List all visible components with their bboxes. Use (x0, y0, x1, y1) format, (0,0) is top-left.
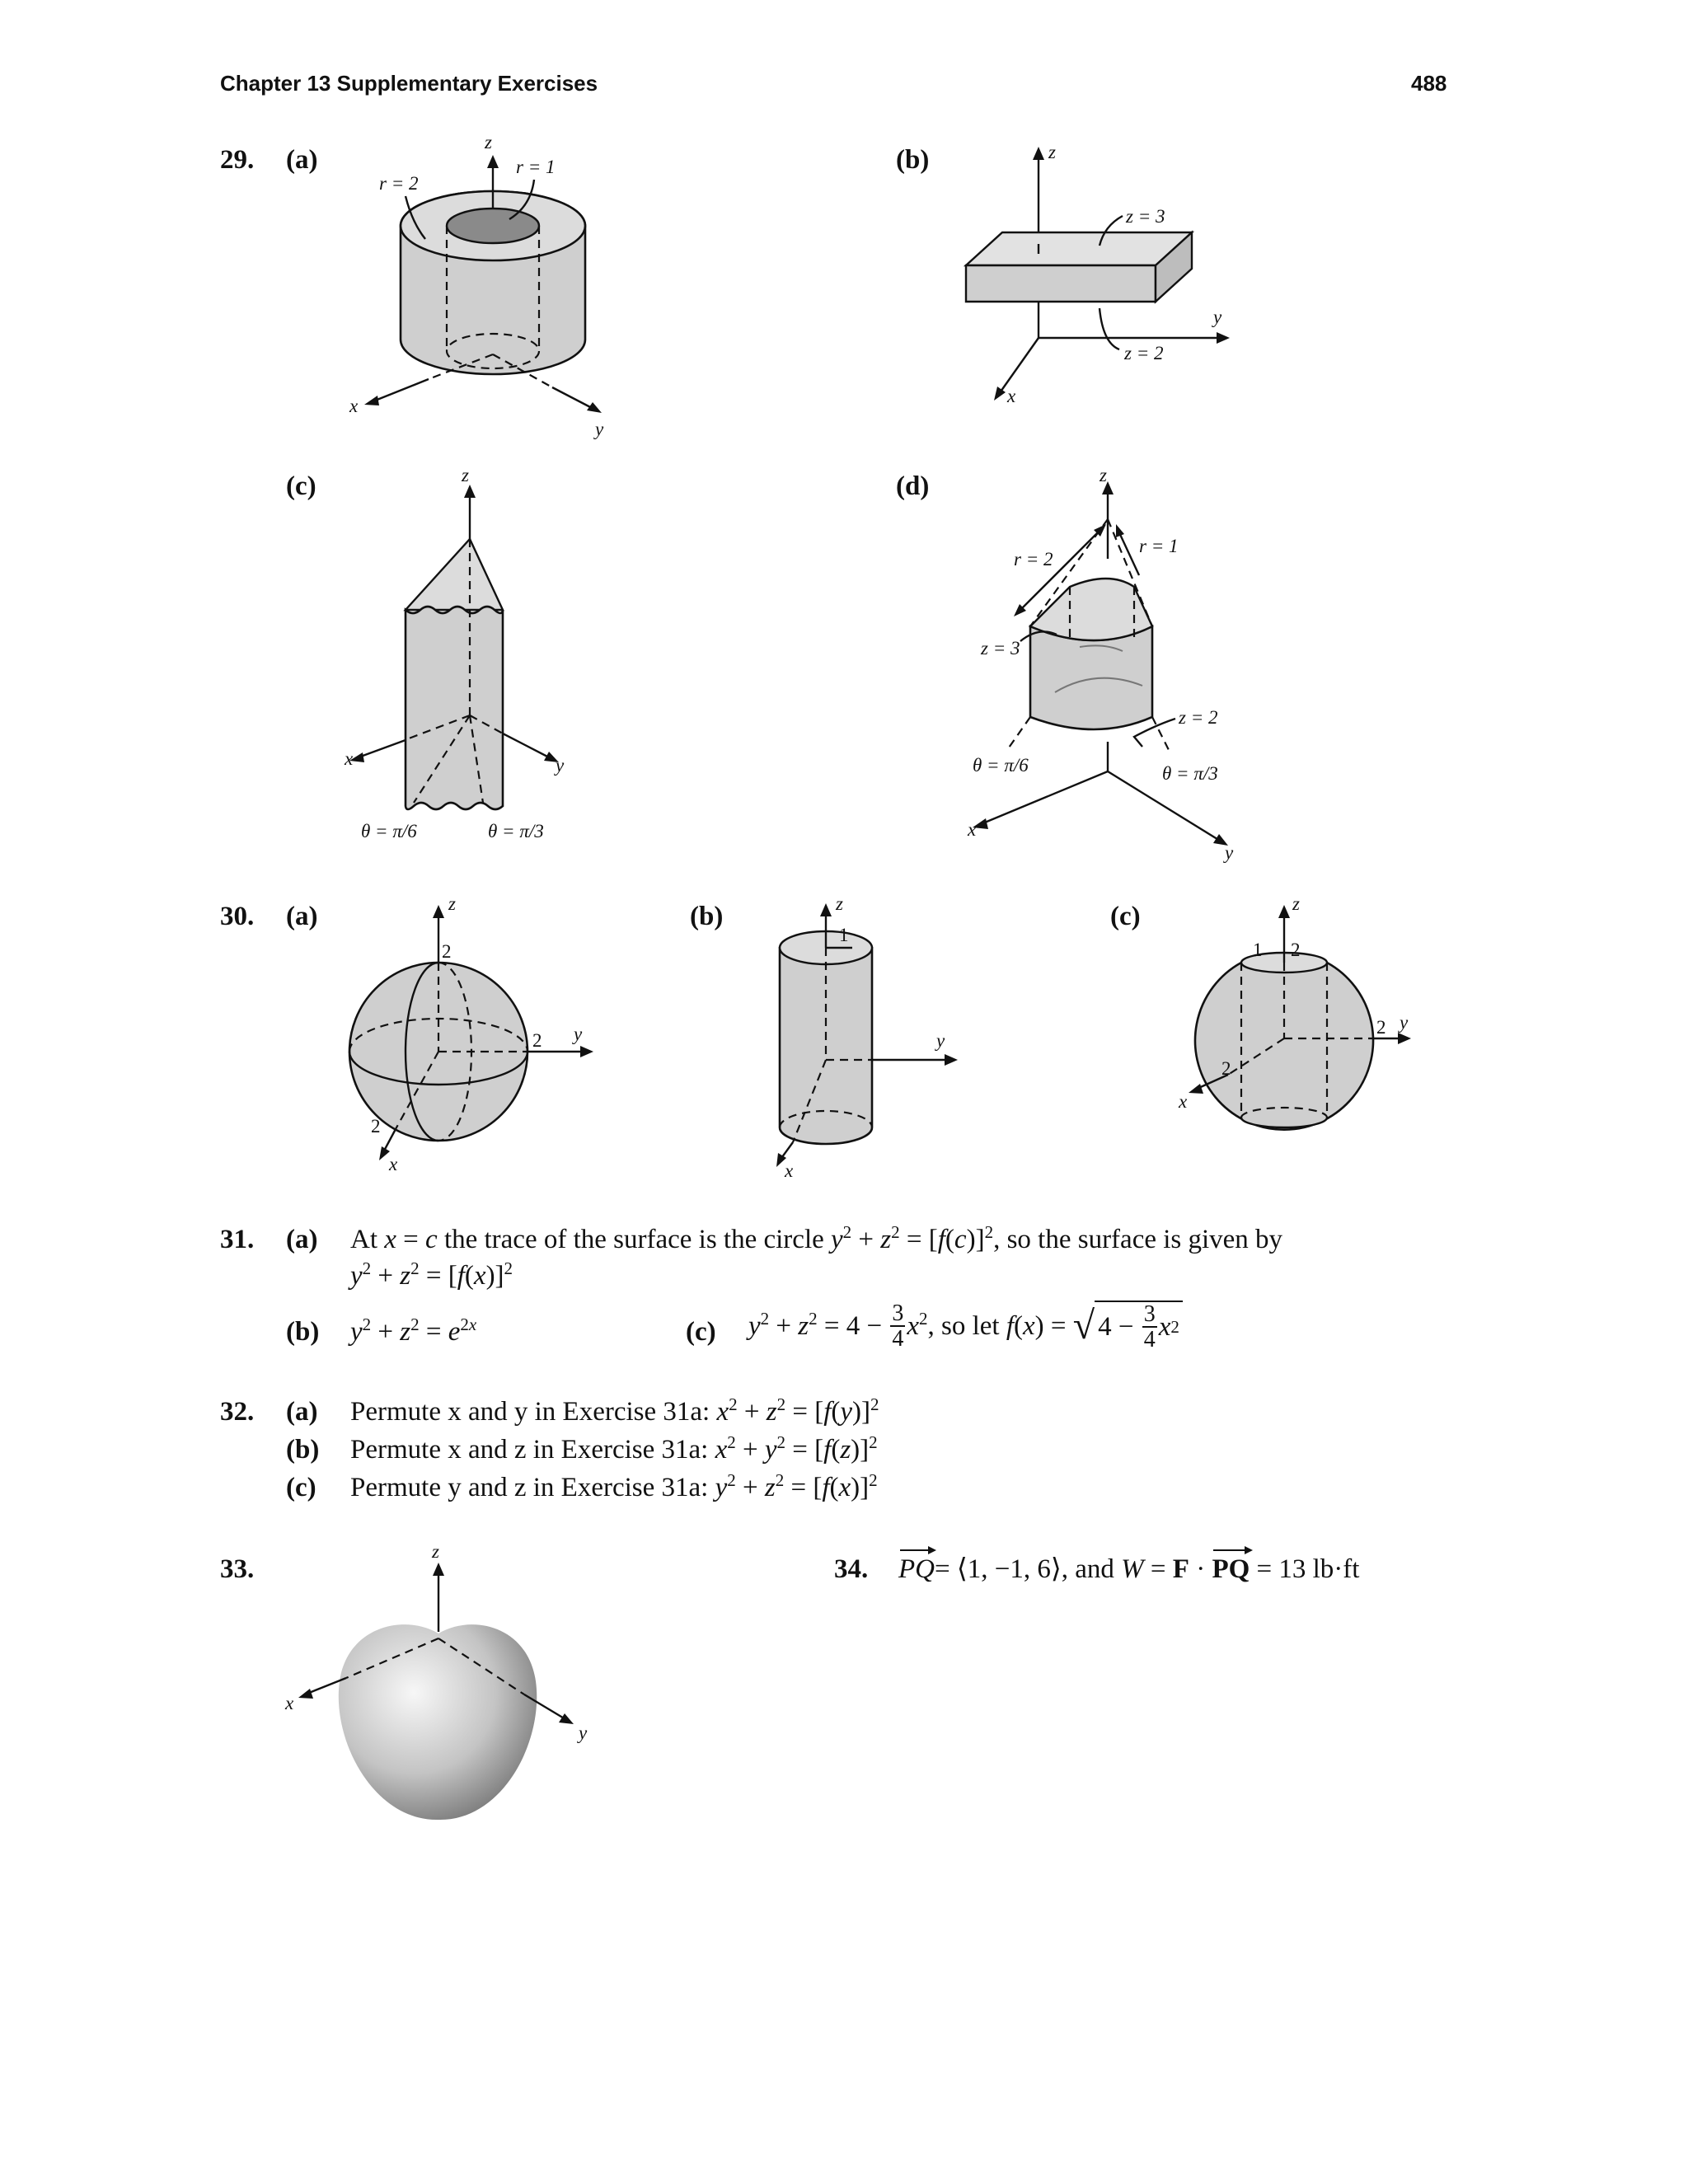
ex29b-zbottom-label: z = 2 (1124, 343, 1164, 363)
ex32b-line: Permute x and z in Exercise 31a: $x^2 + y^2 = [f(z)]^2$ (350, 1432, 878, 1465)
exercise-29-number: 29. (220, 145, 255, 175)
ex29a-r2-label: r = 2 (379, 173, 419, 194)
ex33-z-label: z (432, 1541, 439, 1562)
ex31c-text: , so let (927, 1310, 1000, 1341)
ex30a-z-tick: 2 (442, 941, 452, 962)
ex29d-x-label: x (968, 819, 977, 840)
ex29b-label: (b) (896, 145, 930, 175)
ex30c-tick-y: 2 (1376, 1017, 1386, 1038)
exercise-31-number: 31. (220, 1225, 255, 1254)
ex33-y-label: y (579, 1722, 588, 1743)
ex30c-figure (1162, 893, 1426, 1146)
ex30c-x-label: x (1179, 1091, 1188, 1112)
ex31a-line1: At x = c the trace of the surface is the circle $y^2 + z^2 = [f(c)]^2$, so the surface is given by (350, 1222, 1283, 1254)
ex29b-z-label: z (1048, 142, 1056, 162)
ex33-figure (280, 1541, 610, 1830)
exercise-33-number: 33. (220, 1554, 255, 1584)
ex29d-figure (948, 465, 1294, 863)
ex31a-text-2: the trace of the surface is the circle (443, 1225, 824, 1254)
ex30c-z-label: z (1292, 893, 1300, 914)
ex29a-figure (346, 132, 643, 437)
ex30b-label: (b) (690, 902, 724, 931)
ex29a-r1-label: r = 1 (516, 157, 556, 177)
ex32a-label: (a) (286, 1397, 318, 1427)
ex29a-z-label: z (485, 132, 492, 152)
ex29d-z3-label: z = 3 (981, 638, 1020, 658)
ex31a-text-1: At (350, 1225, 377, 1254)
ex30b-figure (742, 893, 973, 1181)
ex29d-theta2-label: θ = π/3 (1162, 763, 1218, 784)
ex29a-y-label: y (595, 419, 604, 439)
ex29c-y-label: y (556, 755, 565, 776)
ex31b-formula: $y^2 + z^2 = e^{2x}$ (350, 1315, 477, 1347)
ex30a-z-label: z (448, 893, 456, 914)
ex29c-theta1-label: θ = π/6 (361, 821, 417, 841)
ex30b-y-label: y (936, 1030, 945, 1051)
ex29d-theta1-label: θ = π/6 (973, 755, 1029, 776)
ex30a-x-tick: 2 (371, 1116, 381, 1137)
ex29d-r2-label: r = 2 (1014, 549, 1053, 569)
ex30c-tick-1: 1 (1253, 940, 1263, 960)
ex29b-y-label: y (1213, 307, 1222, 327)
ex29c-theta2-label: θ = π/3 (488, 821, 544, 841)
ex34-line: PQ = ⟨1, −1, 6⟩, and W = F · PQ = 13 lb·ft (898, 1544, 1359, 1585)
ex34-text-and: , and (1061, 1554, 1114, 1584)
ex33-x-label: x (285, 1693, 294, 1713)
ex30c-tick-2: 2 (1291, 940, 1301, 960)
ex32a-line: Permute x and y in Exercise 31a: $x^2 + z^2 = [f(y)]^2$ (350, 1394, 879, 1427)
ex29d-z2-label: z = 2 (1179, 707, 1218, 728)
ex34-result: = 13 lb·ft (1256, 1554, 1360, 1584)
ex32c-label: (c) (286, 1473, 316, 1502)
ex30c-tick-x: 2 (1221, 1058, 1231, 1079)
ex30a-x-label: x (389, 1154, 398, 1174)
ex31a-text-3: , so the surface is given by (993, 1225, 1283, 1254)
ex31a-line2: $y^2 + z^2 = [f(x)]^2$ (350, 1258, 513, 1291)
ex31c-label: (c) (686, 1317, 716, 1347)
ex29a-label: (a) (286, 145, 318, 175)
ex30b-z-label: z (836, 893, 843, 914)
ex32c-line: Permute y and z in Exercise 31a: $y^2 + z^2 = [f(x)]^2$ (350, 1470, 878, 1502)
ex31a-label: (a) (286, 1225, 318, 1254)
ex29a-x-label: x (349, 396, 359, 416)
ex29b-figure (948, 140, 1261, 412)
exercise-34-number: 34. (834, 1554, 869, 1584)
ex29d-y-label: y (1225, 842, 1234, 863)
exercise-32-number: 32. (220, 1397, 255, 1427)
ex29c-label: (c) (286, 471, 316, 501)
chapter-title: Chapter 13 Supplementary Exercises (220, 71, 598, 96)
ex30c-y-label: y (1400, 1012, 1409, 1033)
ex30a-y-tick: 2 (532, 1030, 542, 1051)
ex31b-label: (b) (286, 1317, 320, 1347)
ex32c-text: Permute y and z in Exercise 31a: (350, 1473, 709, 1502)
ex29c-x-label: x (345, 748, 354, 769)
ex32a-text: Permute x and y in Exercise 31a: (350, 1397, 710, 1427)
ex30a-y-label: y (574, 1024, 583, 1044)
ex30b-x-label: x (785, 1160, 794, 1181)
exercise-30-number: 30. (220, 902, 255, 931)
ex31c-formula: $y^2 + z^2 = 4$ − $\frac{3}{4}$ $x^2$ , so let f(x) = √ 4 − $\frac{3}{4}$ x 2 (748, 1301, 1183, 1352)
ex29d-label: (d) (896, 471, 930, 501)
ex29d-z-label: z (1100, 465, 1107, 485)
ex29d-r1-label: r = 1 (1139, 536, 1179, 556)
ex29c-z-label: z (462, 465, 469, 485)
ex32b-text: Permute x and z in Exercise 31a: (350, 1435, 709, 1465)
ex29b-ztop-label: z = 3 (1126, 206, 1165, 227)
ex30b-tick: 1 (839, 925, 849, 945)
ex29c-figure (330, 465, 610, 857)
page-number: 488 (1411, 71, 1447, 96)
ex30a-label: (a) (286, 902, 318, 931)
ex32b-label: (b) (286, 1435, 320, 1465)
ex30c-label: (c) (1110, 902, 1141, 931)
ex29b-x-label: x (1007, 386, 1016, 406)
ex30a-figure (338, 893, 602, 1179)
